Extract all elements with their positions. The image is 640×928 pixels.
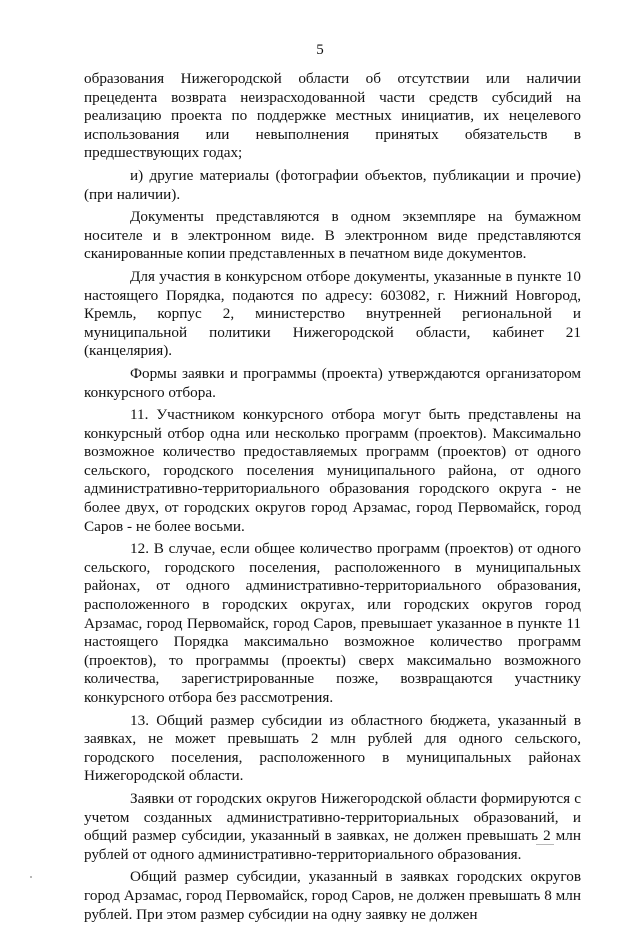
paragraph-submission-address: Для участия в конкурсном отборе документы, указанные в пункте 10 настоящего Порядка, подаются по адресу: 603082, г. Нижний Новгород, Кремль, корпус 2, министерство внутренней региональной и муниципальной политики Нижегородской области, кабинет 21 (канцелярия). [84,267,581,360]
document-body [84,70,581,928]
paragraph-documents-format: Документы представляются в одном экземпляре на бумажном носителе и в электронном виде. В электронном виде представляются сканированные копии представленных в печатном виде документов. [84,208,581,263]
paragraph-urban-districts: Заявки от городских округов Нижегородской области формируются с учетом созданных административно-территориальных образований, и общий размер субсидии, указанный в заявках, не должен превышать 2 млн рублей от одного административно-территориального образования. [84,789,581,863]
paragraph-clause-13: 13. Общий размер субсидии из областного бюджета, указанный в заявках, не может превышать 2 млн рублей для одного сельского, городского поселения, расположенного в муниципальных районах Нижегородской области. [84,711,581,785]
paragraph-item-i: и) другие материалы (фотографии объектов, публикации и прочие) (при наличии). [84,166,581,203]
paragraph-total-subsidy: Общий размер субсидии, указанный в заявках городских округов город Арзамас, город Первомайск, город Саров, не должен превышать 8 млн рублей. При этом размер субсидии на одну заявку не должен [84,868,581,923]
paragraph-1-continuation: образования Нижегородской области об отсутствии или наличии прецедента возврата неизрасходованной части средств субсидий на реализацию проекта по поддержке местных инициатив, их нецелевого использования или невыполнения принятых обязательств в предшествующих годах; [84,70,581,162]
scan-mark [536,844,554,845]
scan-dot [30,876,32,878]
page-number: 5 [316,42,324,58]
paragraph-forms-approval: Формы заявки и программы (проекта) утверждаются организатором конкурсного отбора. [84,364,581,401]
paragraph-clause-12: 12. В случае, если общее количество программ (проектов) от одного сельского, городского поселения, расположенного в муниципальных районах, от одного административно-территориального образования, расположенного в городских округах, или городских округов город Арзамас, город Первомайск, город Саров, превышает указанное в пункте 11 настоящего Порядка максимально возможное количество программ (проектов), то программы (проекты) сверх максимально возможного количества, зарегистрированные позже, возвращаются участнику конкурсного отбора без рассмотрения. [84,540,581,706]
paragraph-clause-11: 11. Участником конкурсного отбора могут быть представлены на конкурсный отбор одна или несколько программ (проектов). Максимально возможное количество предоставляемых программ (проектов) от одного сельского, городского поселения муниципального района, от одного административно-территориального образования городского округа - не более двух, от городских округов город Арзамас, город Первомайск, город Саров - не более восьми. [84,406,581,535]
